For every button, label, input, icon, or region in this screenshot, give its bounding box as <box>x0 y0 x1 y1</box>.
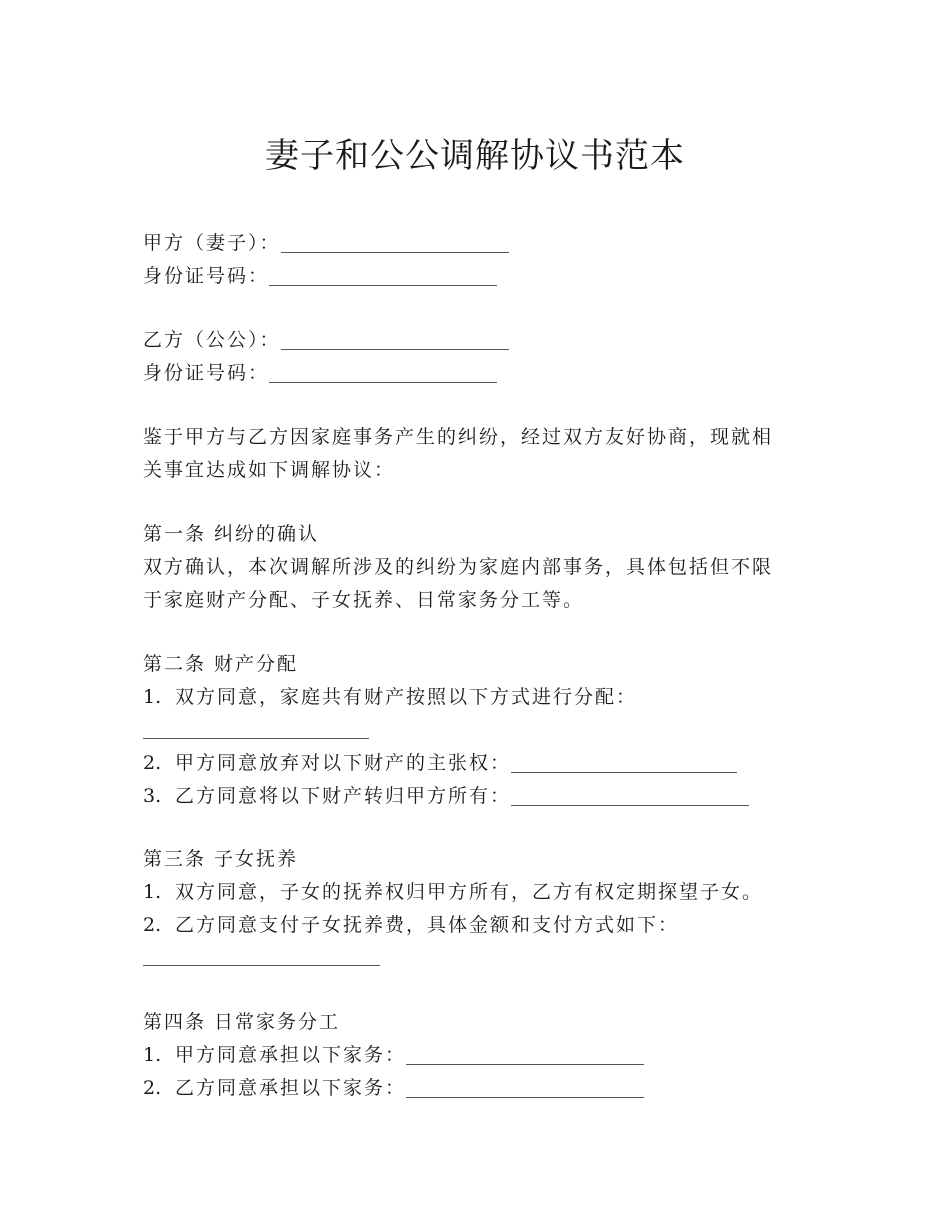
item-number: 2. <box>143 914 162 936</box>
item-number: 3. <box>143 785 162 807</box>
article-4-item-1 <box>143 1043 644 1067</box>
item-number: 2. <box>143 1077 162 1099</box>
article-2-heading: 第二条 财产分配 <box>143 653 299 675</box>
item-text: 乙方同意支付子女抚养费，具体金额和支付方式如下： <box>175 914 680 936</box>
party-b-blank[interactable] <box>281 348 509 350</box>
article-4-item-2-blank[interactable] <box>406 1096 644 1098</box>
article-3-item-2 <box>143 913 679 937</box>
party-a-id-line <box>143 264 497 288</box>
item-text: 甲方同意放弃对以下财产的主张权： <box>175 752 512 774</box>
article-3-heading: 第三条 子女抚养 <box>143 848 299 870</box>
party-b-id-blank[interactable] <box>269 381 497 383</box>
item-text: 双方同意，子女的抚养权归甲方所有，乙方有权定期探望子女。 <box>175 881 764 903</box>
article-3-item-1 <box>143 880 763 904</box>
article-1-heading: 第一条 纠纷的确认 <box>143 523 320 545</box>
party-b-line <box>143 328 509 352</box>
article-2-item-3 <box>143 784 749 808</box>
article-4-item-2 <box>143 1076 644 1100</box>
party-a-line <box>143 231 509 255</box>
article-3-item-2-blank[interactable] <box>143 965 380 966</box>
preamble-line-2: 关事宜达成如下调解协议： <box>143 459 396 481</box>
item-number: 1. <box>143 881 162 903</box>
article-4-item-1-blank[interactable] <box>406 1063 644 1065</box>
article-2-item-2 <box>143 751 737 775</box>
document-title: 妻子和公公调解协议书范本 <box>265 136 685 176</box>
item-text: 双方同意，家庭共有财产按照以下方式进行分配： <box>175 686 638 708</box>
article-2-item-1 <box>143 685 637 709</box>
article-1-line-1: 双方确认，本次调解所涉及的纠纷为家庭内部事务，具体包括但不限 <box>143 556 774 578</box>
article-2-item-1-blank[interactable] <box>143 738 369 739</box>
item-text: 乙方同意承担以下家务： <box>175 1077 407 1099</box>
party-b-id-line <box>143 361 497 385</box>
party-a-id-blank[interactable] <box>269 284 497 286</box>
article-1-line-2: 于家庭财产分配、子女抚养、日常家务分工等。 <box>143 589 585 611</box>
party-b-label: 乙方（公公）： <box>143 329 281 351</box>
item-number: 1. <box>143 1044 162 1066</box>
party-a-blank[interactable] <box>281 251 509 253</box>
article-2-item-3-blank[interactable] <box>511 804 749 806</box>
item-text: 甲方同意承担以下家务： <box>175 1044 407 1066</box>
item-number: 2. <box>143 752 162 774</box>
article-2-item-2-blank[interactable] <box>511 771 737 773</box>
party-b-id-label: 身份证号码： <box>143 362 270 384</box>
item-number: 1. <box>143 686 162 708</box>
item-text: 乙方同意将以下财产转归甲方所有： <box>175 785 512 807</box>
party-a-id-label: 身份证号码： <box>143 265 270 287</box>
party-a-label: 甲方（妻子）： <box>143 232 281 254</box>
article-4-heading: 第四条 日常家务分工 <box>143 1011 341 1033</box>
preamble-line-1: 鉴于甲方与乙方因家庭事务产生的纠纷，经过双方友好协商，现就相 <box>143 426 774 448</box>
